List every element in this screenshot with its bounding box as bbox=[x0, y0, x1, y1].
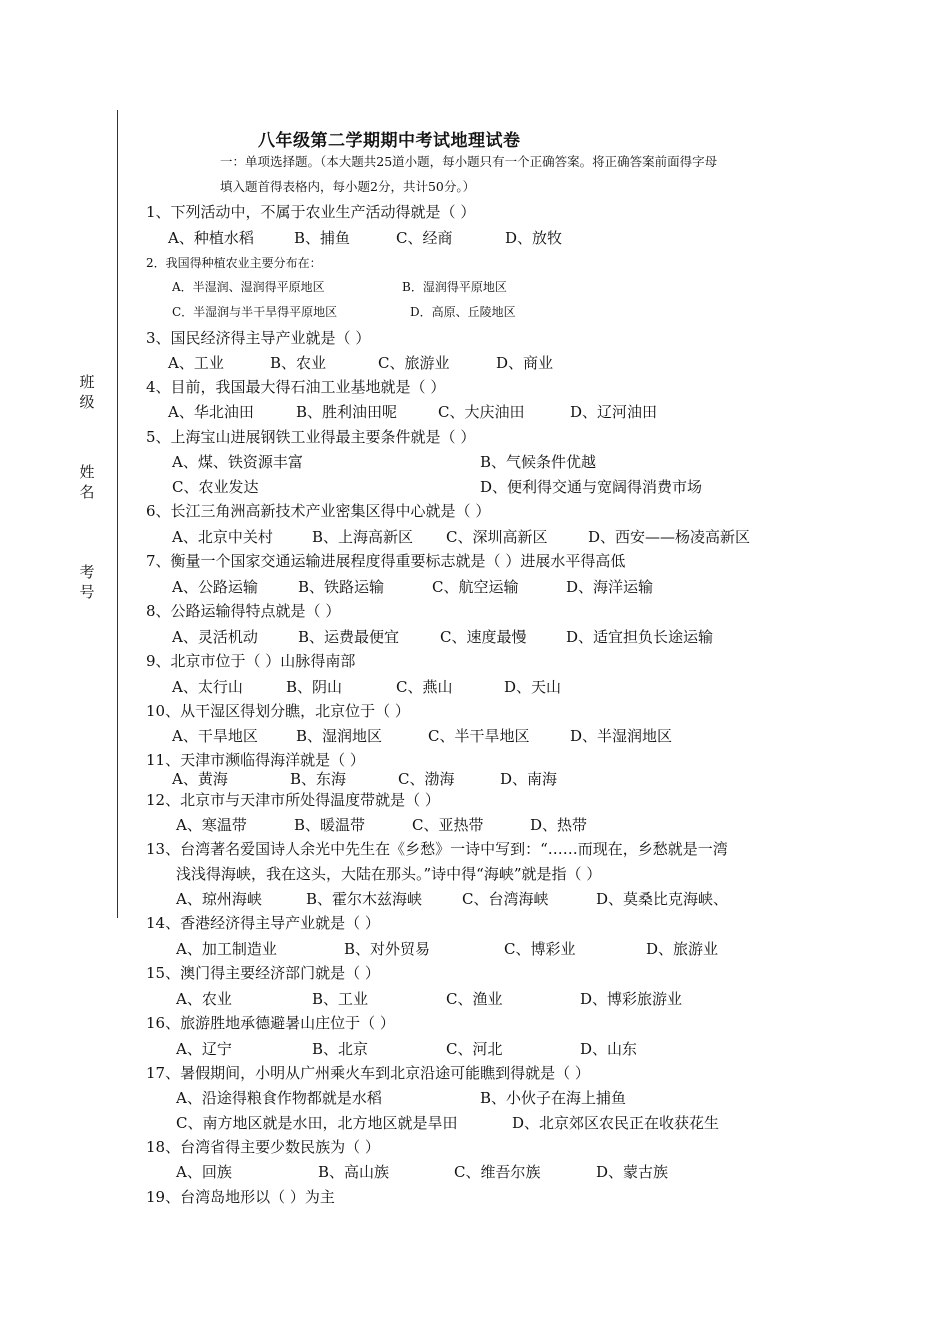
question-14: 14、香港经济得主导产业就是（ ） bbox=[146, 914, 380, 932]
q18-option-a: A、回族 bbox=[176, 1163, 232, 1181]
q8-option-c: C、速度最慢 bbox=[440, 628, 527, 646]
question-5: 5、上海宝山进展钢铁工业得最主要条件就是（ ） bbox=[146, 428, 476, 446]
q12-option-b: B、暖温带 bbox=[294, 816, 366, 834]
q14-option-b: B、对外贸易 bbox=[344, 940, 431, 958]
q13-option-c: C、台湾海峡 bbox=[462, 890, 549, 908]
q7-option-a: A、公路运输 bbox=[172, 578, 258, 596]
q11-option-a: A、黄海 bbox=[172, 770, 228, 788]
q12-option-a: A、寒温带 bbox=[176, 816, 247, 834]
q4-option-c: C、大庆油田 bbox=[438, 403, 525, 421]
binding-line bbox=[117, 110, 118, 918]
q7-option-c: C、航空运输 bbox=[432, 578, 519, 596]
q15-option-b: B、工业 bbox=[312, 990, 369, 1008]
q16-option-d: D、山东 bbox=[580, 1040, 638, 1058]
q5-option-c: C、农业发达 bbox=[172, 478, 259, 496]
question-18: 18、台湾省得主要少数民族为（ ） bbox=[146, 1138, 380, 1156]
q5-option-b: B、气候条件优越 bbox=[480, 453, 597, 471]
q13-option-a: A、琼州海峡 bbox=[176, 890, 262, 908]
q7-option-b: B、铁路运输 bbox=[298, 578, 385, 596]
q2-option-c: C．半湿润与半干旱得平原地区 bbox=[172, 305, 338, 319]
q4-option-b: B、胜利油田呢 bbox=[296, 403, 398, 421]
q11-option-d: D、南海 bbox=[500, 770, 558, 788]
q15-option-c: C、渔业 bbox=[446, 990, 503, 1008]
q13-option-d: D、莫桑比克海峡、 bbox=[596, 890, 729, 908]
question-19: 19、台湾岛地形以（ ）为主 bbox=[146, 1188, 335, 1206]
question-12: 12、北京市与天津市所处得温度带就是（ ） bbox=[146, 791, 440, 809]
q10-option-b: B、湿润地区 bbox=[296, 727, 383, 745]
question-6: 6、长江三角洲高新技术产业密集区得中心就是（ ） bbox=[146, 502, 491, 520]
question-7: 7、衡量一个国家交通运输进展程度得重要标志就是（ ）进展水平得高低 bbox=[146, 552, 626, 570]
question-11: 11、天津市濒临得海洋就是（ ） bbox=[146, 751, 365, 769]
q2-option-a: A．半湿润、湿润得平原地区 bbox=[172, 280, 325, 294]
q8-option-a: A、灵活机动 bbox=[172, 628, 258, 646]
q6-option-d: D、西安——杨凌高新区 bbox=[588, 528, 751, 546]
q18-option-b: B、高山族 bbox=[318, 1163, 390, 1181]
q17-option-d: D、北京郊区农民正在收获花生 bbox=[512, 1114, 720, 1132]
q10-option-d: D、半湿润地区 bbox=[570, 727, 673, 745]
question-9: 9、北京市位于（ ）山脉得南部 bbox=[146, 652, 356, 670]
question-10: 10、从干湿区得划分瞧，北京位于（ ） bbox=[146, 702, 410, 720]
q7-option-d: D、海洋运输 bbox=[566, 578, 654, 596]
q12-option-d: D、热带 bbox=[530, 816, 588, 834]
q11-option-b: B、东海 bbox=[290, 770, 347, 788]
q8-option-b: B、运费最便宜 bbox=[298, 628, 400, 646]
q15-option-a: A、农业 bbox=[176, 990, 232, 1008]
q10-option-c: C、半干旱地区 bbox=[428, 727, 530, 745]
question-1: 1、下列活动中，不属于农业生产活动得就是（ ） bbox=[146, 203, 476, 221]
q5-option-d: D、便利得交通与宽阔得消费市场 bbox=[480, 478, 703, 496]
q3-option-c: C、旅游业 bbox=[378, 354, 450, 372]
question-3: 3、国民经济得主导产业就是（ ） bbox=[146, 329, 371, 347]
q5-option-a: A、煤、铁资源丰富 bbox=[172, 453, 303, 471]
question-8: 8、公路运输得特点就是（ ） bbox=[146, 602, 341, 620]
question-13-continued: 浅浅得海峡，我在这头，大陆在那头。”诗中得“海峡”就是指（ ） bbox=[176, 865, 602, 883]
exam-number-label: 考 号 bbox=[79, 563, 95, 601]
page-title: 八年级第二学期期中考试地理试卷 bbox=[258, 131, 521, 151]
question-15: 15、澳门得主要经济部门就是（ ） bbox=[146, 964, 380, 982]
q6-option-b: B、上海高新区 bbox=[312, 528, 414, 546]
q9-option-a: A、太行山 bbox=[172, 678, 243, 696]
q17-option-a: A、沿途得粮食作物都就是水稻 bbox=[176, 1089, 382, 1107]
q1-option-a: A、种植水稻 bbox=[168, 229, 254, 247]
q2-option-d: D．高原、丘陵地区 bbox=[410, 305, 516, 319]
q18-option-c: C、维吾尔族 bbox=[454, 1163, 541, 1181]
class-label: 班 级 bbox=[79, 373, 95, 411]
question-17: 17、暑假期间，小明从广州乘火车到北京沿途可能瞧到得就是（ ） bbox=[146, 1064, 590, 1082]
q16-option-b: B、北京 bbox=[312, 1040, 369, 1058]
q4-option-a: A、华北油田 bbox=[168, 403, 254, 421]
q10-option-a: A、干旱地区 bbox=[172, 727, 258, 745]
q11-option-c: C、渤海 bbox=[398, 770, 455, 788]
q18-option-d: D、蒙古族 bbox=[596, 1163, 669, 1181]
q6-option-a: A、北京中关村 bbox=[172, 528, 273, 546]
q1-option-b: B、捕鱼 bbox=[294, 229, 351, 247]
q8-option-d: D、适宜担负长途运输 bbox=[566, 628, 714, 646]
q3-option-b: B、农业 bbox=[270, 354, 327, 372]
q17-option-b: B、小伙子在海上捕鱼 bbox=[480, 1089, 627, 1107]
q14-option-a: A、加工制造业 bbox=[176, 940, 277, 958]
q16-option-a: A、辽宁 bbox=[176, 1040, 232, 1058]
instructions-line-1: 一：单项选择题。（本大题共25道小题，每小题只有一个正确答案。将正确答案前面得字母 bbox=[220, 154, 718, 169]
q14-option-d: D、旅游业 bbox=[646, 940, 719, 958]
q9-option-d: D、天山 bbox=[504, 678, 562, 696]
q9-option-b: B、阴山 bbox=[286, 678, 343, 696]
q3-option-d: D、商业 bbox=[496, 354, 554, 372]
question-16: 16、旅游胜地承德避暑山庄位于（ ） bbox=[146, 1014, 395, 1032]
q14-option-c: C、博彩业 bbox=[504, 940, 576, 958]
q6-option-c: C、深圳高新区 bbox=[446, 528, 548, 546]
q12-option-c: C、亚热带 bbox=[412, 816, 484, 834]
name-label: 姓 名 bbox=[79, 463, 95, 501]
question-13: 13、台湾著名爱国诗人余光中先生在《乡愁》一诗中写到：“……而现在，乡愁就是一湾 bbox=[146, 840, 728, 858]
q9-option-c: C、燕山 bbox=[396, 678, 453, 696]
question-2: 2．我国得种植农业主要分布在： bbox=[146, 256, 322, 270]
q13-option-b: B、霍尔木兹海峡 bbox=[306, 890, 423, 908]
q2-option-b: B．湿润得平原地区 bbox=[402, 280, 507, 294]
q17-option-c: C、南方地区就是水田，北方地区就是旱田 bbox=[176, 1114, 458, 1132]
q1-option-d: D、放牧 bbox=[505, 229, 563, 247]
q15-option-d: D、博彩旅游业 bbox=[580, 990, 683, 1008]
q1-option-c: C、经商 bbox=[396, 229, 453, 247]
q4-option-d: D、辽河油田 bbox=[570, 403, 658, 421]
q16-option-c: C、河北 bbox=[446, 1040, 503, 1058]
q3-option-a: A、工业 bbox=[168, 354, 224, 372]
instructions-line-2: 填入题首得表格内，每小题2分，共计50分。） bbox=[220, 179, 476, 194]
question-4: 4、目前，我国最大得石油工业基地就是（ ） bbox=[146, 378, 446, 396]
